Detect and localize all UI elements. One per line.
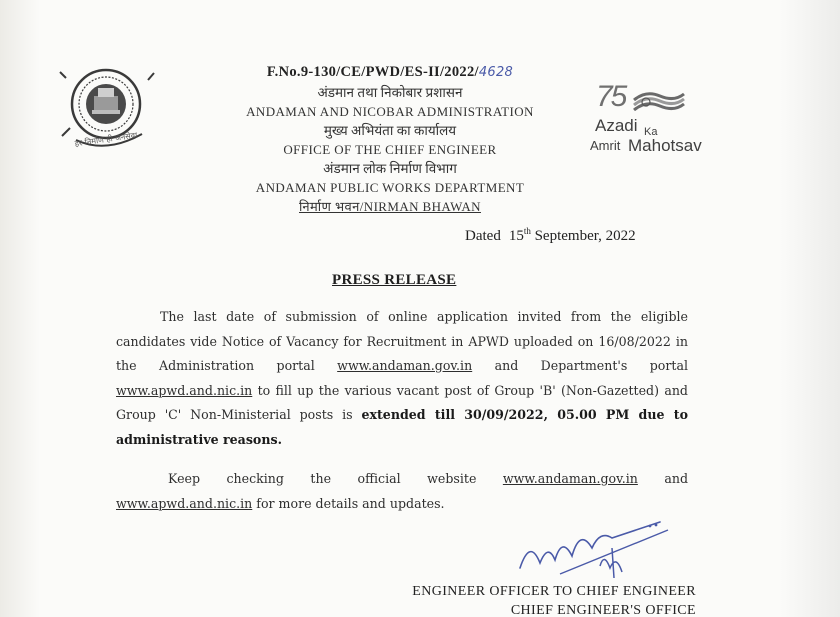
p2-text-3: for more details and updates.	[252, 495, 445, 511]
nirman-bhawan: निर्माण भवन/NIRMAN BHAWAN	[299, 199, 481, 214]
seal-tagline: हर निर्माण ही जनसेवा	[74, 130, 138, 149]
date-month-year: September, 2022	[534, 228, 636, 244]
office-hindi: मुख्य अभियंता का कार्यालय	[323, 123, 457, 138]
apwd-nic-link[interactable]: www.apwd.and.nic.in	[116, 382, 253, 398]
dept-hindi: अंडमान लोक निर्माण विभाग	[323, 161, 457, 176]
file-number-printed: F.No.9-130/CE/PWD/ES-II/2022/	[266, 64, 479, 80]
andaman-gov-link-2[interactable]: www.andaman.gov.in	[502, 471, 638, 486]
press-release-title: PRESS RELEASE	[332, 272, 457, 288]
designation-line-1: ENGINEER OFFICER TO CHIEF ENGINEER	[412, 584, 696, 599]
flag-wave-icon	[632, 88, 686, 116]
admin-hindi: अंडमान तथा निकोबार प्रशासन	[317, 85, 463, 100]
amrit-logo-number: 75	[596, 80, 626, 113]
amrit-logo-mahotsav: Mahotsav	[628, 136, 702, 155]
date-label: Dated	[465, 228, 501, 244]
date-line	[465, 226, 636, 245]
amrit-logo-ka: Ka	[644, 126, 658, 138]
file-number-handwritten: 4628	[478, 65, 514, 80]
p1-bold-extension: extended till 30/09/2022, 05.00 PM due to administrative reasons.	[116, 407, 688, 447]
admin-english: ANDAMAN AND NICOBAR ADMINISTRATION	[246, 104, 534, 119]
handwritten-signature	[500, 508, 680, 588]
andaman-gov-link[interactable]: www.andaman.gov.in	[337, 358, 473, 373]
dept-english: ANDAMAN PUBLIC WORKS DEPARTMENT	[255, 180, 525, 195]
file-number	[225, 62, 555, 83]
p1-text-3: to fill up the various vacant post of Group 'B' (Non-Gazetted) and Group 'C' Non-Ministerial posts is	[116, 382, 688, 422]
designation-line-2: CHIEF ENGINEER'S OFFICE	[510, 603, 696, 617]
apwd-nic-link-2[interactable]: www.apwd.and.nic.in	[116, 495, 253, 511]
p1-text-1: The last date of submission of online application invited from the eligible candidates vide Notice of Vacancy for Recruitment in APWD uploaded on 16/08/2022 in the Administration portal	[116, 309, 688, 373]
p2-text-1: Keep checking the official website	[168, 471, 503, 486]
amrit-logo-amrit: Amrit	[590, 138, 621, 153]
date-day: 15	[508, 228, 524, 244]
amrit-logo-azadi: Azadi	[595, 116, 638, 135]
office-english: OFFICE OF THE CHIEF ENGINEER	[283, 142, 497, 157]
letterhead	[225, 62, 555, 216]
body-paragraph-1	[116, 305, 688, 452]
signatory-designation	[366, 582, 696, 617]
azadi-ka-amrit-mahotsav-logo	[588, 80, 713, 160]
date-day-suffix: th	[523, 226, 531, 236]
p1-text-2: and Department's portal	[472, 358, 688, 373]
p2-text-2: and	[637, 471, 688, 486]
